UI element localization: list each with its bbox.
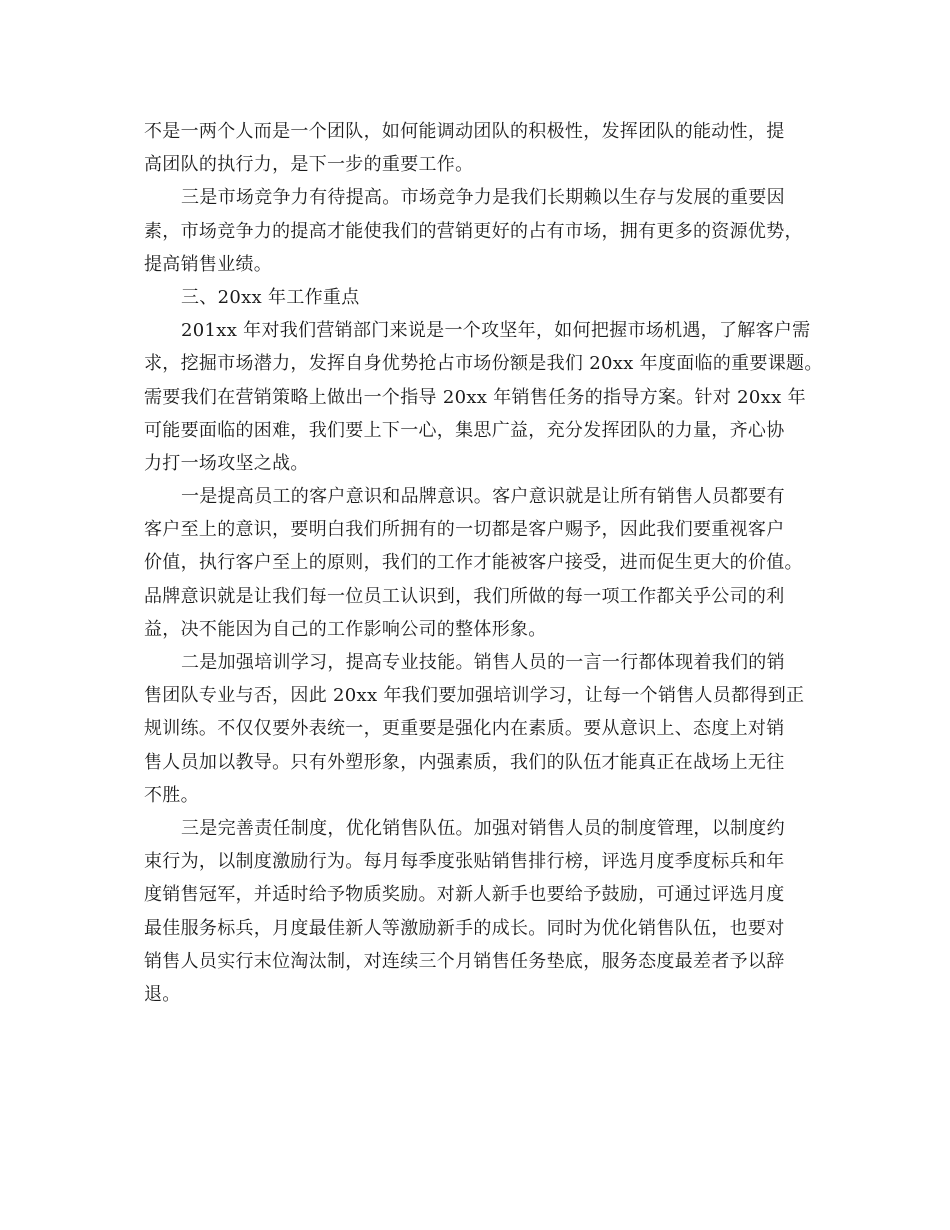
text-line: 价值，执行客户至上的原则，我们的工作才能被客户接受，进而促生更大的价值。 bbox=[144, 552, 803, 574]
text-line: 求，挖掘市场潜力，发挥自身优势抢占市场份额是我们 20xx 年度面临的重要课题。 bbox=[144, 353, 823, 375]
text-line: 不胜。 bbox=[144, 784, 199, 806]
text-line: 售团队专业与否，因此 20xx 年我们要加强培训学习，让每一个销售人员都得到正 bbox=[144, 685, 805, 707]
text-line: 需要我们在营销策略上做出一个指导 20xx 年销售任务的指导方案。针对 20xx 年 bbox=[144, 386, 806, 408]
paragraph-start: 二是加强培训学习，提高专业技能。销售人员的一言一行都体现着我们的销 bbox=[181, 652, 785, 673]
document-body bbox=[144, 115, 823, 1011]
text-line: 力打一场攻坚之战。 bbox=[144, 452, 309, 474]
text-line: 度销售冠军，并适时给予物质奖励。对新人新手也要给予鼓励，可通过评选月度 bbox=[144, 884, 785, 906]
paragraph-start: 三是市场竞争力有待提高。市场竞争力是我们长期赖以生存与发展的重要因 bbox=[181, 187, 785, 209]
text-line: 客户至上的意识，要明白我们所拥有的一切都是客户赐予，因此我们要重视客户 bbox=[144, 519, 785, 541]
text-line: 素，市场竞争力的提高才能使我们的营销更好的占有市场，拥有更多的资源优势， bbox=[144, 220, 803, 242]
text-line: 销售人员实行末位淘汰制，对连续三个月销售任务垫底，服务态度最差者予以辞 bbox=[144, 950, 785, 972]
text-line: 最佳服务标兵，月度最佳新人等激励新手的成长。同时为优化销售队伍，也要对 bbox=[144, 917, 785, 939]
text-line: 可能要面临的困难，我们要上下一心，集思广益，充分发挥团队的力量，齐心协 bbox=[144, 419, 785, 441]
text-line: 提高销售业绩。 bbox=[144, 253, 273, 275]
text-line: 退。 bbox=[144, 983, 181, 1005]
section-heading: 三、20xx 年工作重点 bbox=[181, 286, 360, 308]
text-line: 不是一两个人而是一个团队，如何能调动团队的积极性，发挥团队的能动性，提 bbox=[144, 121, 785, 142]
text-line: 售人员加以教导。只有外塑形象，内强素质，我们的队伍才能真正在战场上无往 bbox=[144, 751, 785, 773]
text-line: 规训练。不仅仅要外表统一，更重要是强化内在素质。要从意识上、态度上对销 bbox=[144, 718, 785, 740]
text-line: 品牌意识就是让我们每一位员工认识到，我们所做的每一项工作都关乎公司的利 bbox=[144, 585, 785, 607]
paragraph-start: 201xx 年对我们营销部门来说是一个攻坚年，如何把握市场机遇，了解客户需 bbox=[181, 320, 811, 342]
paragraph-start: 三是完善责任制度，优化销售队伍。加强对销售人员的制度管理，以制度约 bbox=[181, 817, 785, 839]
text-line: 束行为，以制度激励行为。每月每季度张贴销售排行榜，评选月度季度标兵和年 bbox=[144, 851, 785, 873]
text-line: 高团队的执行力，是下一步的重要工作。 bbox=[144, 154, 474, 176]
text-line: 益，决不能因为自己的工作影响公司的整体形象。 bbox=[144, 618, 547, 640]
paragraph-start: 一是提高员工的客户意识和品牌意识。客户意识就是让所有销售人员都要有 bbox=[181, 486, 785, 508]
